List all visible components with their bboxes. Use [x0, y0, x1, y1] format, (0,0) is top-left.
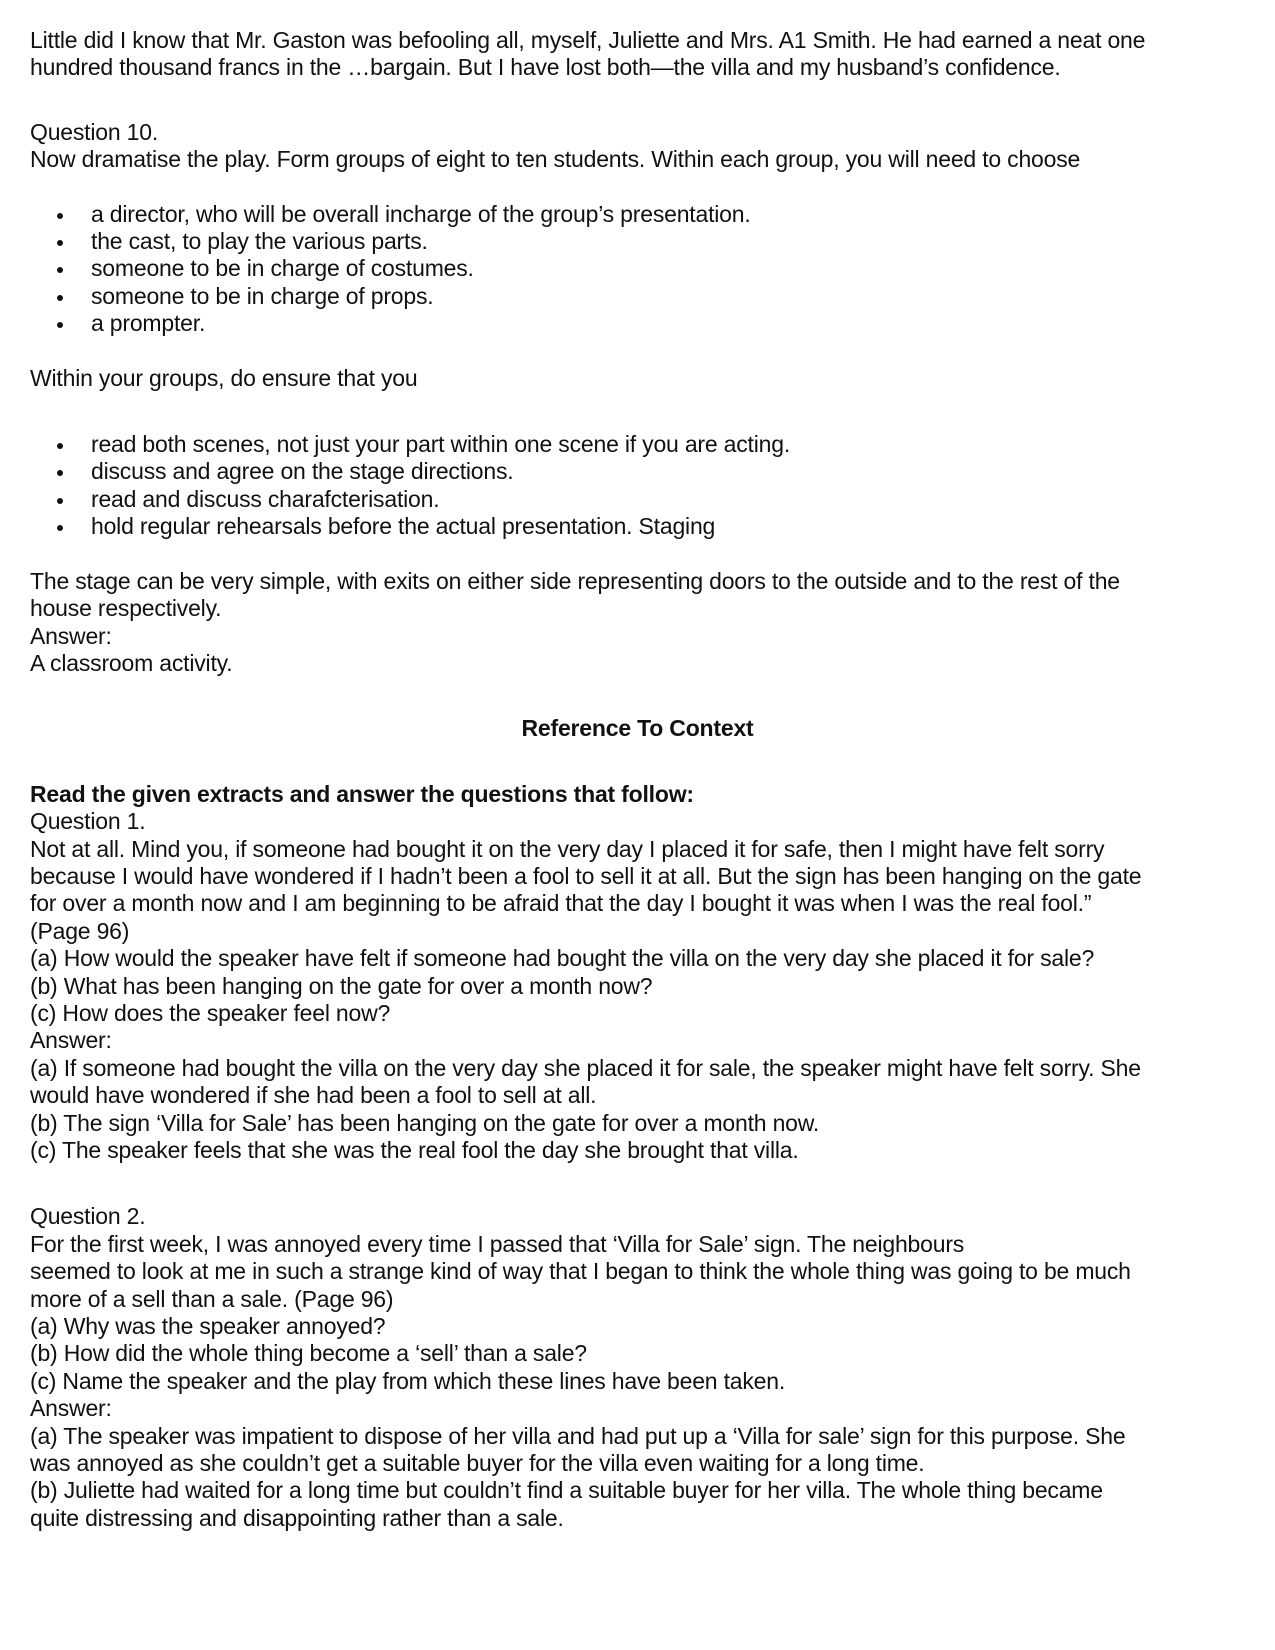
extract-line: because I would have wondered if I hadn’t been a fool to sell it at all. But the sign has been hanging on the gate: [30, 862, 1142, 889]
list-item-text: read and discuss charafcterisation.: [91, 485, 440, 512]
list-item-text: a prompter.: [91, 310, 206, 337]
sub-question: (c) Name the speaker and the play from which these lines have been taken.: [30, 1367, 786, 1394]
list-item: [30, 513, 1245, 540]
extract-line: seemed to look at me in such a strange kind of way that I began to think the whole thing was going to be much: [30, 1258, 1131, 1285]
question-2-label: Question 2.: [30, 1203, 146, 1230]
spacer: [30, 677, 1245, 715]
list-item-text: read both scenes, not just your part within one scene if you are acting.: [91, 431, 791, 458]
spacer: [30, 338, 1245, 365]
extract-line: (Page 96): [30, 917, 130, 944]
answer-line: (a) The speaker was impatient to dispose of her villa and had put up a ‘Villa for sale’ sign for this purpose. She: [30, 1422, 1126, 1449]
answer-line: (b) The sign ‘Villa for Sale’ has been hanging on the gate for over a month now.: [30, 1109, 820, 1136]
bullet-icon: [57, 267, 63, 273]
bullet-icon: [57, 498, 63, 504]
list-item-text: discuss and agree on the stage directions.: [91, 458, 514, 485]
list-item: [30, 255, 1245, 282]
intro-line: Little did I know that Mr. Gaston was befooling all, myself, Juliette and Mrs. A1 Smith. He had earned a neat one: [30, 27, 1146, 53]
question-10-prompt: Now dramatise the play. Form groups of eight to ten students. Within each group, you will need to choose: [30, 146, 1081, 173]
answer-line: (b) Juliette had waited for a long time but couldn’t find a suitable buyer for her villa. The whole thing became: [30, 1477, 1103, 1504]
sub-question: (b) What has been hanging on the gate for over a month now?: [30, 972, 653, 999]
question-1-label: Question 1.: [30, 808, 146, 835]
extract-line: more of a sell than a sale. (Page 96): [30, 1285, 394, 1312]
answer-line: (a) If someone had bought the villa on the very day she placed it for sale, the speaker might have felt sorry. She: [30, 1054, 1141, 1081]
extract-line: Not at all. Mind you, if someone had bought it on the very day I placed it for safe, then I might have felt sorry: [30, 835, 1105, 862]
answer-label: Answer:: [30, 622, 112, 649]
bullet-icon: [57, 443, 63, 449]
list-item: [30, 431, 1245, 458]
list-item: [30, 228, 1245, 255]
bullet-icon: [57, 470, 63, 476]
choose-list: [30, 201, 1245, 338]
bullet-icon: [57, 322, 63, 328]
ensure-list: [30, 431, 1245, 541]
question-10-label: Question 10.: [30, 118, 159, 145]
list-item-text: someone to be in charge of costumes.: [91, 255, 474, 282]
sub-question: (c) How does the speaker feel now?: [30, 999, 391, 1026]
intro-line: hundred thousand francs in the …bargain. But I have lost both—the villa and my husband’s confidence.: [30, 54, 1061, 81]
answer-line: would have wondered if she had been a fool to sell at all.: [30, 1082, 597, 1109]
extract-line: For the first week, I was annoyed every time I passed that ‘Villa for Sale’ sign. The neighbours: [30, 1230, 965, 1257]
list-item: [30, 283, 1245, 310]
list-item: [30, 310, 1245, 337]
section-heading: Reference To Context: [521, 715, 754, 742]
spacer: [30, 392, 1245, 431]
list-item-text: a director, who will be overall incharge of the group’s presentation.: [91, 200, 751, 227]
answer-line: (c) The speaker feels that she was the real fool the day she brought that villa.: [30, 1137, 799, 1163]
spacer: [30, 743, 1245, 781]
list-item: [30, 486, 1245, 513]
extract-line: for over a month now and I am beginning to be afraid that the day I bought it was when I was the real fool.”: [30, 890, 1092, 917]
bullet-icon: [57, 213, 63, 219]
sub-question: (b) How did the whole thing become a ‘sell’ than a sale?: [30, 1340, 587, 1367]
stage-text: The stage can be very simple, with exits on either side representing doors to the outside and to the rest of the: [30, 567, 1120, 594]
list-item-text: hold regular rehearsals before the actual presentation. Staging: [91, 513, 716, 540]
spacer: [30, 82, 1245, 119]
list-item: [30, 458, 1245, 485]
stage-text: house respectively.: [30, 595, 222, 622]
answer-label: Answer:: [30, 1027, 112, 1054]
spacer: [30, 541, 1245, 568]
list-item: [30, 201, 1245, 228]
answer-text: A classroom activity.: [30, 649, 233, 676]
answer-label: Answer:: [30, 1395, 112, 1422]
sub-question: (a) Why was the speaker annoyed?: [30, 1313, 386, 1340]
answer-line: was annoyed as she couldn’t get a suitable buyer for the villa even waiting for a long time.: [30, 1450, 925, 1477]
sub-question: (a) How would the speaker have felt if someone had bought the villa on the very day she placed it for sale?: [30, 945, 1095, 972]
spacer: [30, 174, 1245, 201]
list-item-text: the cast, to play the various parts.: [91, 228, 428, 255]
bullet-icon: [57, 240, 63, 246]
answer-line: quite distressing and disappointing rather than a sale.: [30, 1504, 564, 1531]
bullet-icon: [57, 525, 63, 531]
list-item-text: someone to be in charge of props.: [91, 282, 434, 309]
spacer: [30, 1164, 1245, 1203]
bullet-icon: [57, 295, 63, 301]
ensure-prompt: Within your groups, do ensure that you: [30, 364, 418, 391]
instruction: Read the given extracts and answer the questions that follow:: [30, 780, 694, 807]
